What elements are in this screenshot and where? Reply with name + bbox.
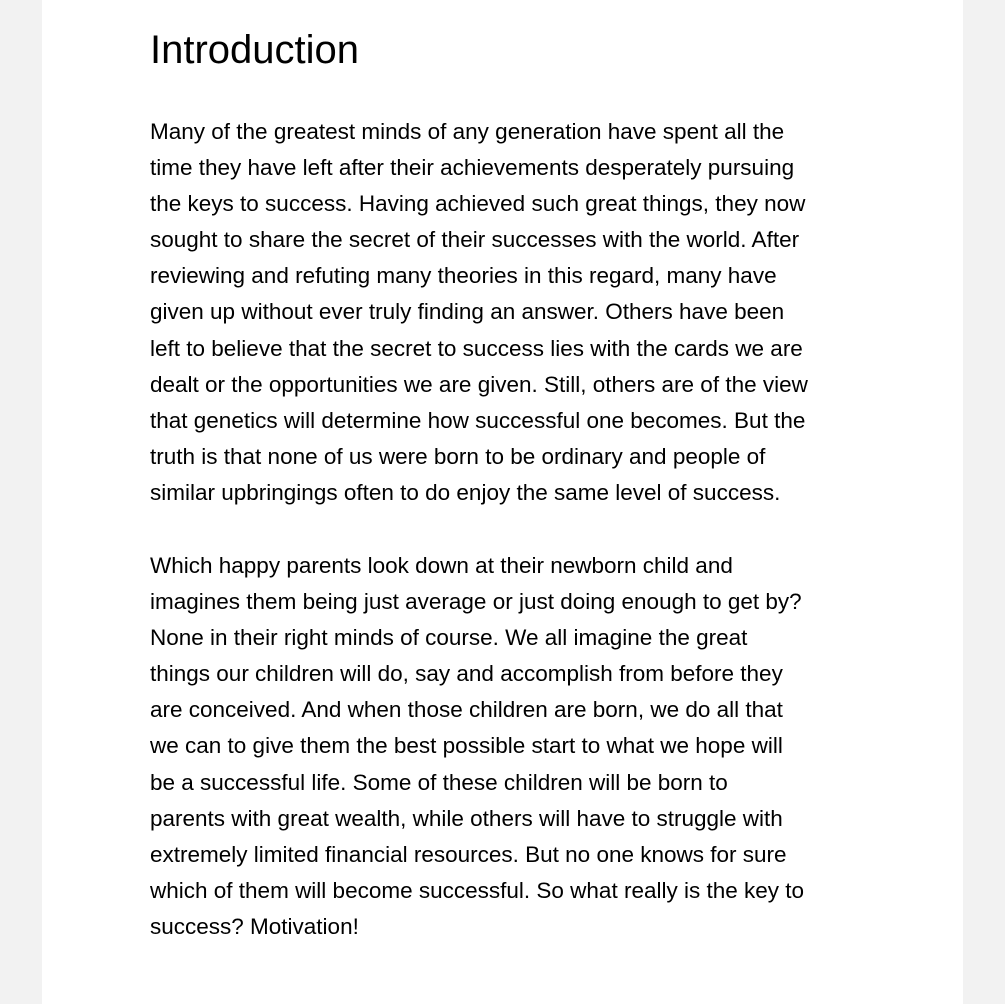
text-line: given up without ever truly finding an answer. Others have been (150, 299, 785, 325)
text-line: we can to give them the best possible start to what we hope will (150, 733, 783, 759)
document-page (42, 0, 963, 1004)
text-line: Many of the greatest minds of any generation have spent all the (150, 119, 785, 144)
text-line: the keys to success. Having achieved such great things, they now (150, 191, 806, 217)
text-line: dealt or the opportunities we are given. Still, others are of the view (150, 371, 808, 397)
paragraph-1 (150, 114, 808, 511)
text-line: Which happy parents look down at their newborn child and (150, 553, 733, 578)
text-line: left to believe that the secret to success lies with the cards we are (150, 335, 803, 361)
text-line: truth is that none of us were born to be ordinary and people of (150, 443, 766, 469)
text-line: extremely limited financial resources. But no one knows for sure (150, 841, 787, 867)
text-line: reviewing and refuting many theories in this regard, many have (150, 263, 777, 289)
text-line: time they have left after their achievements desperately pursuing (150, 155, 795, 181)
page-title: Introduction (150, 28, 360, 72)
text-line: sought to share the secret of their successes with the world. After (150, 227, 800, 253)
text-line: None in their right minds of course. We all imagine the great (150, 625, 748, 651)
text-line: things our children will do, say and accomplish from before they (150, 661, 783, 687)
text-line: be a successful life. Some of these children will be born to (150, 769, 728, 795)
text-line: imagines them being just average or just doing enough to get by? (150, 589, 802, 615)
text-line: that genetics will determine how successful one becomes. But the (150, 407, 806, 433)
text-line: are conceived. And when those children are born, we do all that (150, 697, 783, 723)
text-line: parents with great wealth, while others will have to struggle with (150, 805, 783, 831)
text-line: which of them will become successful. So what really is the key to (150, 877, 805, 903)
text-line: similar upbringings often to do enjoy the same level of success. (150, 479, 781, 505)
text-line: success? Motivation! (150, 913, 359, 939)
paragraph-2 (150, 548, 804, 945)
